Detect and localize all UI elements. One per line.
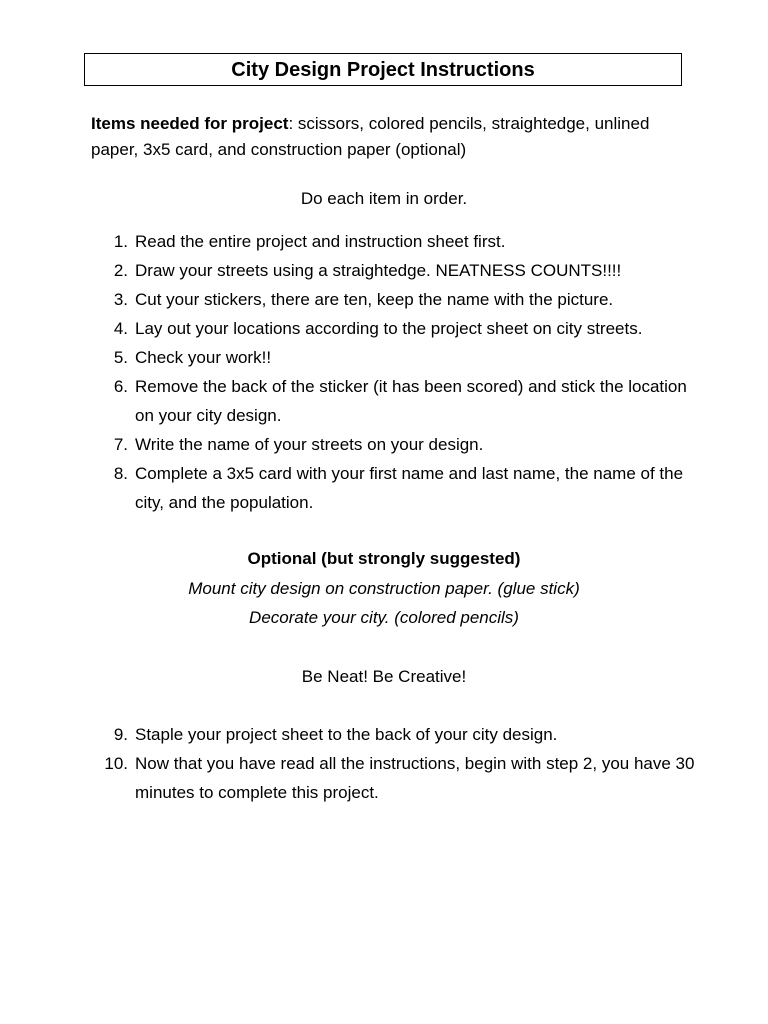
step-number: 3. [113, 290, 128, 309]
final-steps-list [0, 720, 768, 807]
step-number: 5. [113, 348, 128, 367]
steps-list [0, 227, 768, 517]
page-title: City Design Project Instructions [84, 53, 682, 86]
list-item [0, 227, 768, 256]
step-text: Cut your stickers, there are ten, keep the name with the picture. [135, 290, 614, 309]
step-text: Now that you have read all the instructions, begin with step 2, you have 30 minutes to complete this project. [135, 754, 695, 802]
step-text: Write the name of your streets on your design. [135, 435, 484, 454]
list-item [0, 256, 768, 285]
step-number: 1. [113, 232, 128, 251]
items-needed-text: : scissors, colored pencils, straightedge, unlined paper, 3x5 card, and construction paper (optional) [91, 114, 650, 159]
step-number: 8. [113, 464, 128, 483]
step-number: 10. [104, 754, 128, 773]
list-item [0, 314, 768, 343]
list-item [0, 720, 768, 749]
step-number: 4. [113, 319, 128, 338]
step-text: Remove the back of the sticker (it has been scored) and stick the location on your city design. [135, 377, 687, 425]
step-text: Check your work!! [135, 348, 272, 367]
step-number: 9. [113, 725, 128, 744]
order-note: Do each item in order. [300, 189, 468, 208]
step-text: Staple your project sheet to the back of your city design. [135, 725, 558, 744]
list-item [0, 285, 768, 314]
list-item [0, 372, 768, 430]
items-needed-paragraph [91, 111, 691, 163]
step-text: Complete a 3x5 card with your first name and last name, the name of the city, and the population. [135, 464, 684, 512]
optional-line-mount: Mount city design on construction paper. (glue stick) [188, 579, 580, 598]
list-item [0, 459, 768, 517]
step-number: 6. [113, 377, 128, 396]
list-item [0, 430, 768, 459]
items-needed-label: Items needed for project [91, 114, 289, 133]
step-text: Draw your streets using a straightedge. NEATNESS COUNTS!!!! [135, 261, 622, 280]
list-item [0, 343, 768, 372]
step-text: Lay out your locations according to the project sheet on city streets. [135, 319, 643, 338]
motto: Be Neat! Be Creative! [301, 667, 467, 686]
step-number: 2. [113, 261, 128, 280]
step-text: Read the entire project and instruction sheet first. [135, 232, 506, 251]
step-number: 7. [113, 435, 128, 454]
list-item [0, 749, 768, 807]
optional-line-decorate: Decorate your city. (colored pencils) [249, 608, 519, 627]
optional-heading: Optional (but strongly suggested) [247, 549, 521, 568]
